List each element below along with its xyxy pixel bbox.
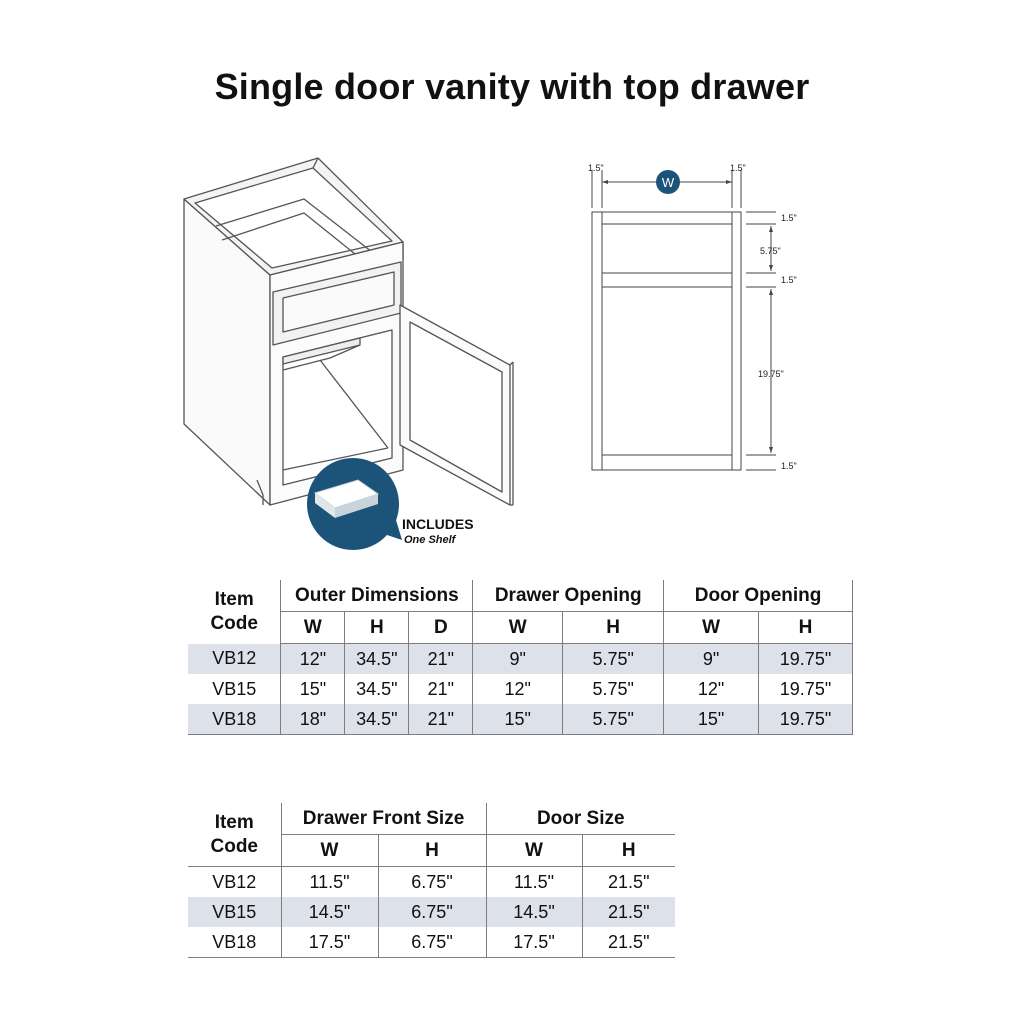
sub-header: W [486,835,582,867]
cell: 17.5" [486,927,582,958]
sub-header: W [281,612,345,644]
cell: 5.75" [563,704,664,735]
dim-left-margin: 1.5" [588,163,604,173]
dim-top-rail: 1.5" [781,213,797,223]
cell: 17.5" [281,927,378,958]
sub-header: H [563,612,664,644]
callout-includes: INCLUDES [402,516,474,532]
cell: 21.5" [582,927,675,958]
cell: 15" [473,704,563,735]
table-row [188,897,675,927]
sub-header: W [473,612,563,644]
cell: 21" [409,704,473,735]
cell: 14.5" [281,897,378,927]
table-row [188,644,853,675]
cell: 5.75" [563,644,664,675]
item-code-header [188,580,281,644]
dim-drawer-opening: 5.75" [760,246,781,256]
table-row [188,704,853,735]
cell: 21" [409,644,473,675]
cell: 19.75" [759,644,853,675]
width-badge-label: W [661,175,675,190]
sub-header: H [759,612,853,644]
group-door-opening: Door Opening [664,580,853,612]
dim-right-margin: 1.5" [730,163,746,173]
table-row [188,867,675,898]
outer-dimensions-table [188,580,853,735]
item-header-line2: Code [210,612,258,634]
cell: 21" [409,674,473,704]
cell: 9" [473,644,563,675]
cell: 14.5" [486,897,582,927]
cell: 11.5" [486,867,582,898]
group-drawer-front-size: Drawer Front Size [281,803,486,835]
table-row [188,674,853,704]
cell: VB12 [188,867,281,898]
cell: VB15 [212,678,257,699]
item-code-header [188,803,281,867]
cell: 12" [664,674,759,704]
item-header-line1: Item [214,588,254,610]
cell: 21.5" [582,897,675,927]
cell: 12" [473,674,563,704]
item-header-line1: Item [214,811,254,833]
sub-header: D [409,612,473,644]
cell: 15" [664,704,759,735]
cell: 21.5" [582,867,675,898]
cell: 9" [664,644,759,675]
page-title: Single door vanity with top drawer [214,66,810,107]
cell: VB18 [188,704,281,735]
dim-mid-rail: 1.5" [781,275,797,285]
dim-door-opening: 19.75" [758,369,784,379]
group-outer-dimensions: Outer Dimensions [281,580,473,612]
cell: 5.75" [563,674,664,704]
cell: 12" [281,644,345,675]
component-sizes-table [188,803,675,958]
group-drawer-opening: Drawer Opening [473,580,664,612]
item-header-line2: Code [210,835,258,857]
cell: 6.75" [378,867,486,898]
cell: 6.75" [378,897,486,927]
cell: VB18 [188,927,281,958]
dimension-diagram [580,155,810,485]
cabinet-illustration [170,150,530,560]
cell: VB12 [188,644,281,675]
cell: 11.5" [281,867,378,898]
sub-header: H [582,835,675,867]
cell: 6.75" [378,927,486,958]
sub-header: H [378,835,486,867]
cell: 19.75" [759,674,853,704]
table-row [188,927,675,958]
cell: 34.5" [345,704,409,735]
cell: VB15 [188,897,281,927]
dim-bottom-rail: 1.5" [781,461,797,471]
cell: 34.5" [345,674,409,704]
sub-header: H [345,612,409,644]
cell: 34.5" [345,644,409,675]
cell: 15" [281,674,345,704]
sub-header: W [664,612,759,644]
callout-sub: One Shelf [404,534,456,546]
cell: 18" [281,704,345,735]
sub-header: W [281,835,378,867]
cell: 19.75" [759,704,853,735]
group-door-size: Door Size [486,803,675,835]
